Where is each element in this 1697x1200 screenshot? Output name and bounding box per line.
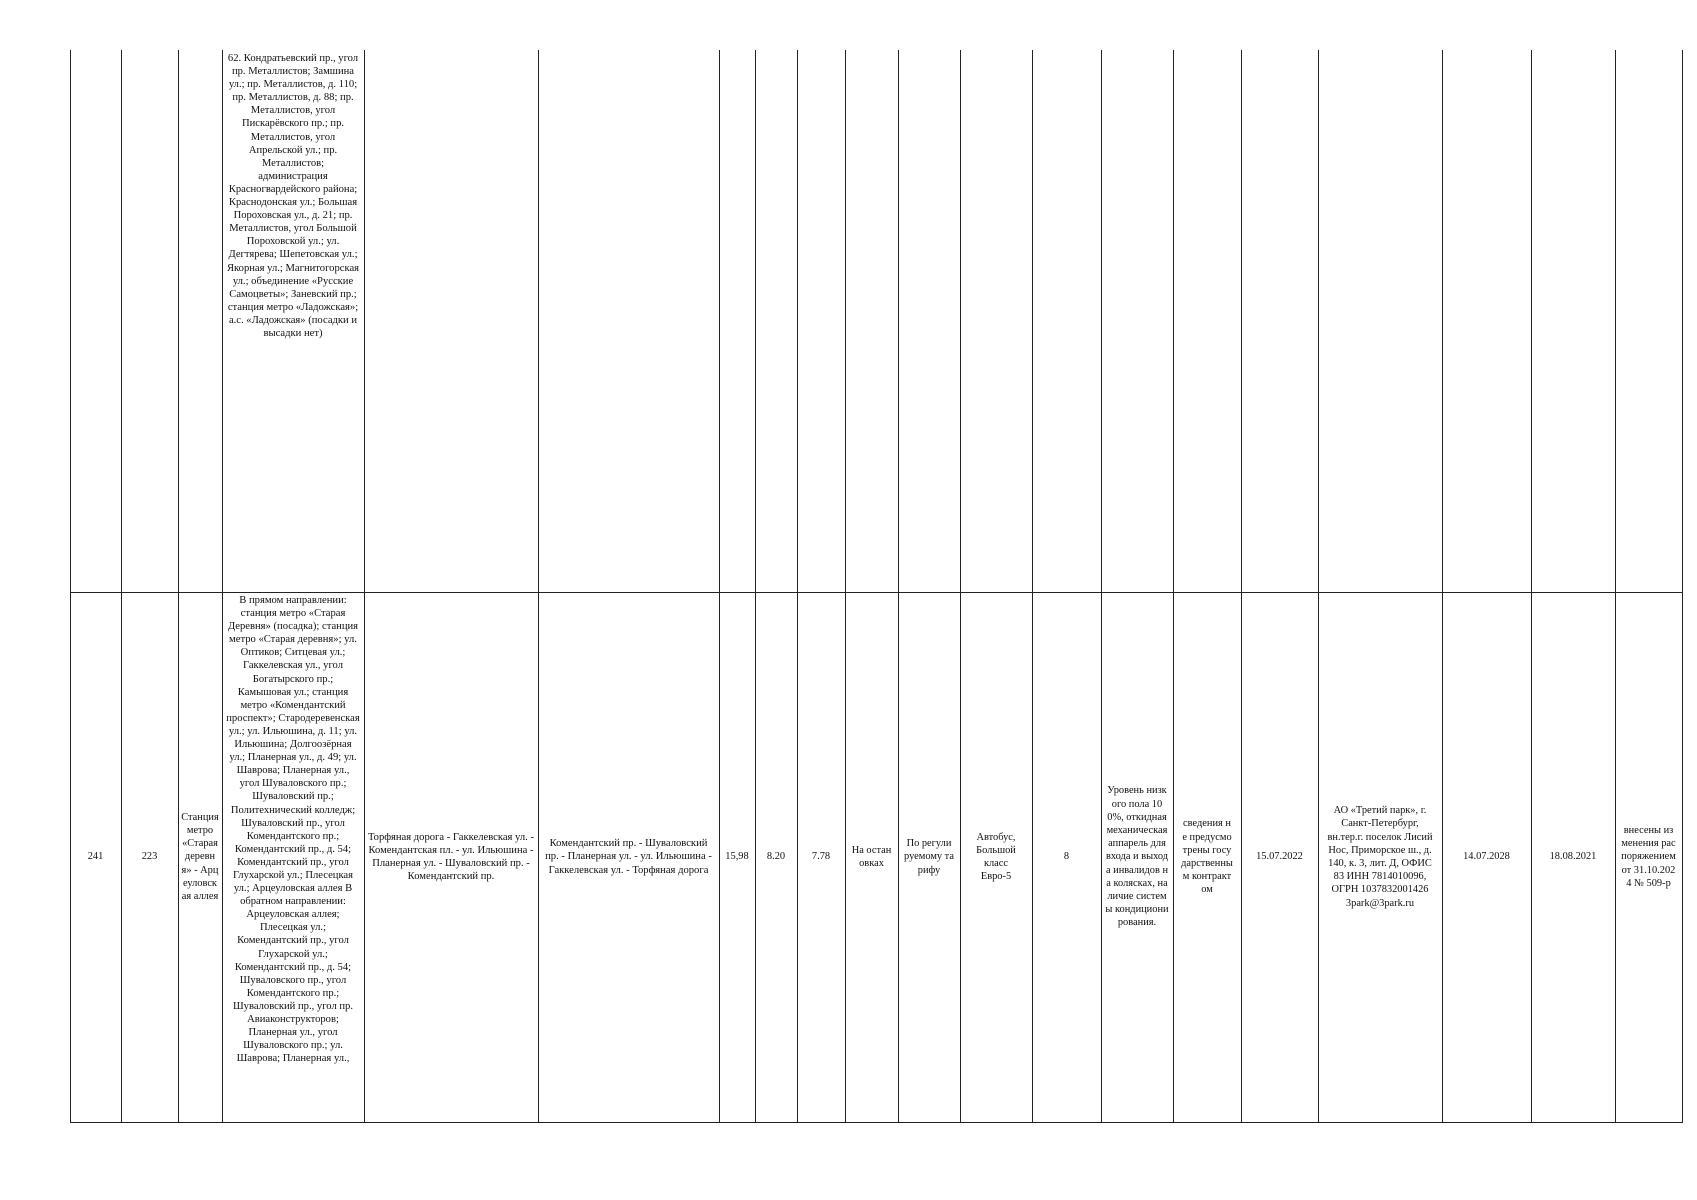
route-length-forward: 8.20 [766,851,786,863]
streets-forward: Торфяная дорога - Гаккелевская ул. - Комендантская пл. - ул. Ильюшина - Планерная ул. - Шуваловский пр. - Комендантский пр. [368,831,534,883]
streets-backward: Комендантский пр. - Шуваловский пр. - Планерная ул. - ул. Ильюшина - Гаккелевская ул. - Торфяная дорога [545,838,712,876]
change-date: 18.08.2021 [1549,851,1597,863]
vehicle-characteristics: Уровень низкого пола 100%, откидная механическая аппарель для входа и выхода инвалидов на колясках, наличие системы кондиционирования. [1105,785,1169,929]
contract-info: сведения не предусмотрены государственным контрактом [1181,818,1233,896]
row-number: 241 [87,851,104,863]
change-note: внесены изменения распоряжением от 31.10.2024 № 509-р [1621,824,1676,889]
route-length-total: 15,98 [725,851,749,863]
tariff-type: По регулируемому тарифу [904,838,954,876]
route-name: Станция метро «Старая деревня» - Арцеуловская аллея [181,811,219,902]
previous-row-stops: 62. Кондратьевский пр., угол пр. Металлистов; Замшина ул.; пр. Металлистов, д. 110; пр. Металлистов, д. 88; пр. Металлистов, угол Пискарёвского пр.; пр. Металлистов, угол Апрельской ул.; пр. Металлистов; администрация Красногвардейского района; Краснодонская ул.; Большая Пороховская ул., д. 21; пр. Металлистов, угол Большой Пороховской ул.; ул. Дегтярева; Шепетовская ул.; Якорная ул.; Магнитогорская ул.; объединение «Русские Самоцветы»; Заневский пр.; станция метро «Ладожская»; а.с. «Ладожская» (посадки и высадки нет) [226,53,360,339]
route-table [70,50,1682,1123]
vehicle-count: 8 [1063,851,1070,863]
route-stops: В прямом направлении: станция метро «Старая Деревня» (посадка); станция метро «Старая деревня»; ул. Оптиков; Ситцевая ул.; Гаккелевская ул., угол Богатырского пр.; Камышовая ул.; станция метро «Комендантский проспект»; Стародеревенская ул.; ул. Ильюшина, д. 11; ул. Ильюшина; Долгоозёрная ул.; Планерная ул., д. 49; ул. Шаврова; Планерная ул., угол Шуваловского пр.; Шуваловский пр.; Политехнический колледж; Шуваловский пр., угол Комендантского пр.; Комендантский пр., д. 54; Комендантский пр., угол Глухарской ул.; Плесецкая ул.; Арцеуловская аллея В обратном направлении: Арцеуловская аллея; Плесецкая ул.; Комендантский пр., угол Глухарской ул.; Комендантский пр., д. 54; Шуваловского пр., угол Комендантского пр.; Шуваловский пр., угол пр. Авиаконструкторов; Планерная ул., угол Шуваловского пр.; ул. Шаврова; Планерная ул., [226,595,360,1065]
end-date: 14.07.2028 [1463,851,1510,863]
start-date: 15.07.2022 [1256,851,1303,863]
route-length-backward: 7.78 [811,851,831,863]
vehicle-type: Автобус, Большой класс Евро-5 [976,831,1016,883]
carrier-info: АО «Третий парк», г. Санкт-Петербург, вн.тер.г. поселок Лисий Нос, Приморское ш., д. 140, к. 3, лит. Д, ОФИС 83 ИНН 7814010096, ОГРН 1037832001426 3park@3park.ru [1327,805,1433,909]
boarding-order: На остановках [851,844,892,869]
route-reg-number: 223 [141,851,158,863]
